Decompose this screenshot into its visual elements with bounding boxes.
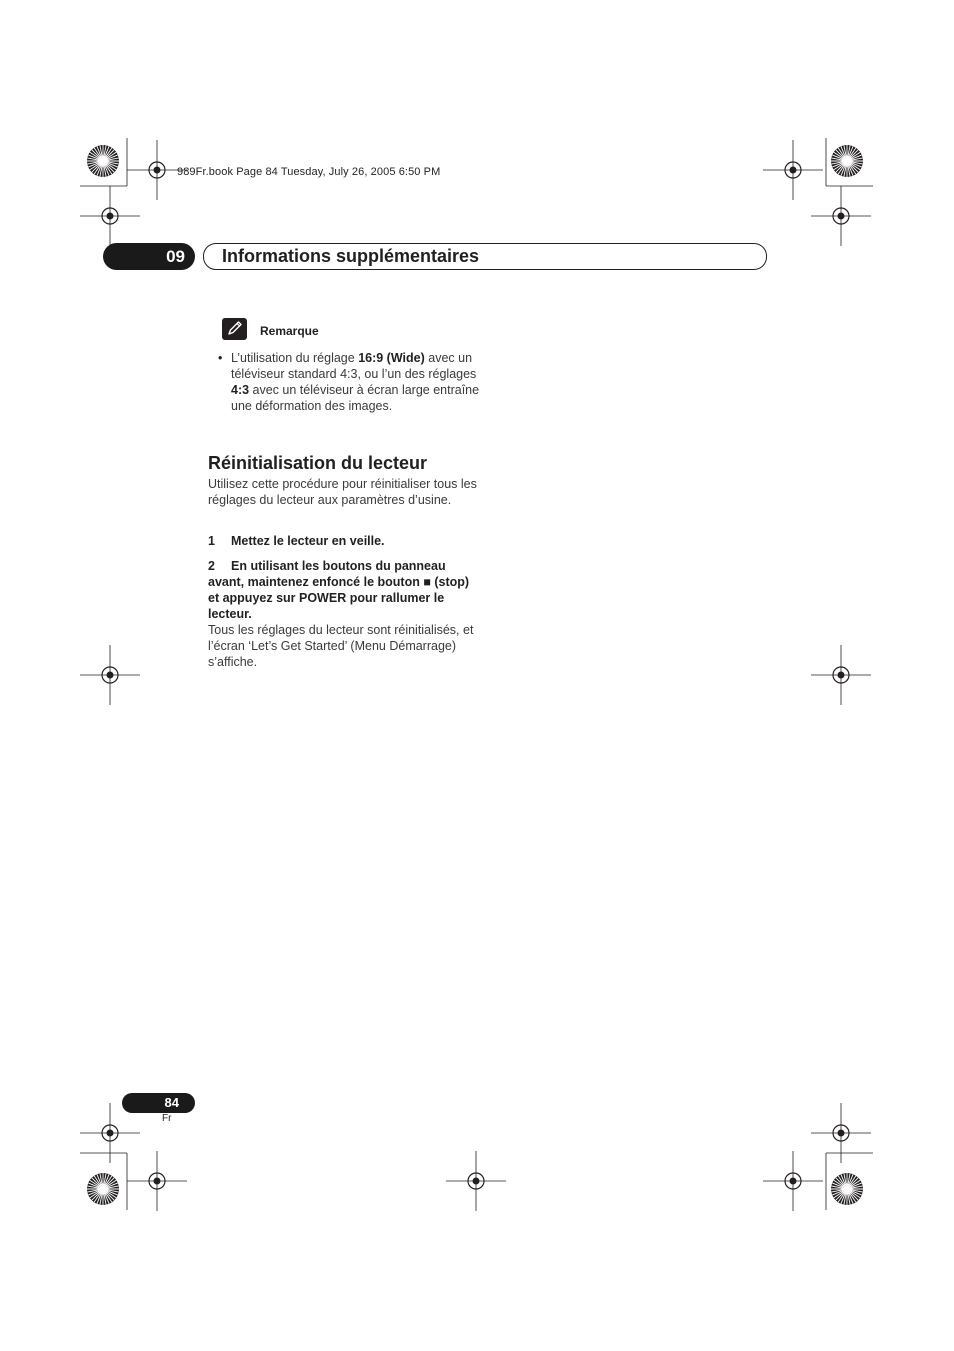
section-intro: Utilisez cette procédure pour réinitialiser tous les réglages du lecteur aux paramètres d’usine. <box>208 477 477 507</box>
step-number: 1 <box>208 534 215 548</box>
registration-mark-icon <box>80 186 140 246</box>
sunburst-target-icon <box>87 145 119 177</box>
step-result: Tous les réglages du lecteur sont réinitialisés, et l’écran ‘Let’s Get Started’ (Menu Démarrage) s’affiche. <box>208 623 474 669</box>
bullet: • <box>218 351 223 365</box>
pencil-note-icon <box>222 318 247 340</box>
registration-mark-icon <box>811 645 871 705</box>
sunburst-target-icon <box>831 145 863 177</box>
page-language: Fr <box>162 1113 172 1124</box>
print-header: 989Fr.book Page 84 Tuesday, July 26, 2005 6:50 PM <box>177 166 441 178</box>
step-2 <box>208 558 478 622</box>
note-text: L’utilisation du réglage 16:9 (Wide) avec un téléviseur standard 4:3, ou l’un des réglages 4:3 avec un téléviseur à écran large entraîne une déformation des images. <box>231 351 480 413</box>
note-title: Remarque <box>260 324 319 338</box>
page-number-badge: 84 <box>122 1093 195 1113</box>
step-text: Mettez le lecteur en veille. <box>231 534 385 548</box>
chapter-number-badge: 09 <box>103 243 195 270</box>
registration-mark-icon <box>80 645 140 705</box>
registration-mark-icon <box>763 1151 823 1211</box>
chapter-title: Informations supplémentaires <box>222 246 480 266</box>
registration-mark-icon <box>811 1103 871 1163</box>
registration-mark-icon <box>446 1151 506 1211</box>
step-text: En utilisant les boutons du panneau avant, maintenez enfoncé le bouton ■ (stop) et appuyez sur POWER pour rallumer le lecteur. <box>208 559 470 621</box>
sunburst-target-icon <box>831 1173 863 1205</box>
section-title: Réinitialisation du lecteur <box>208 453 428 473</box>
step-number: 2 <box>208 559 215 573</box>
registration-mark-icon <box>763 140 823 200</box>
registration-mark-icon <box>811 186 871 246</box>
step-1 <box>208 533 478 549</box>
sunburst-target-icon <box>87 1173 119 1205</box>
registration-mark-icon <box>127 1151 187 1211</box>
